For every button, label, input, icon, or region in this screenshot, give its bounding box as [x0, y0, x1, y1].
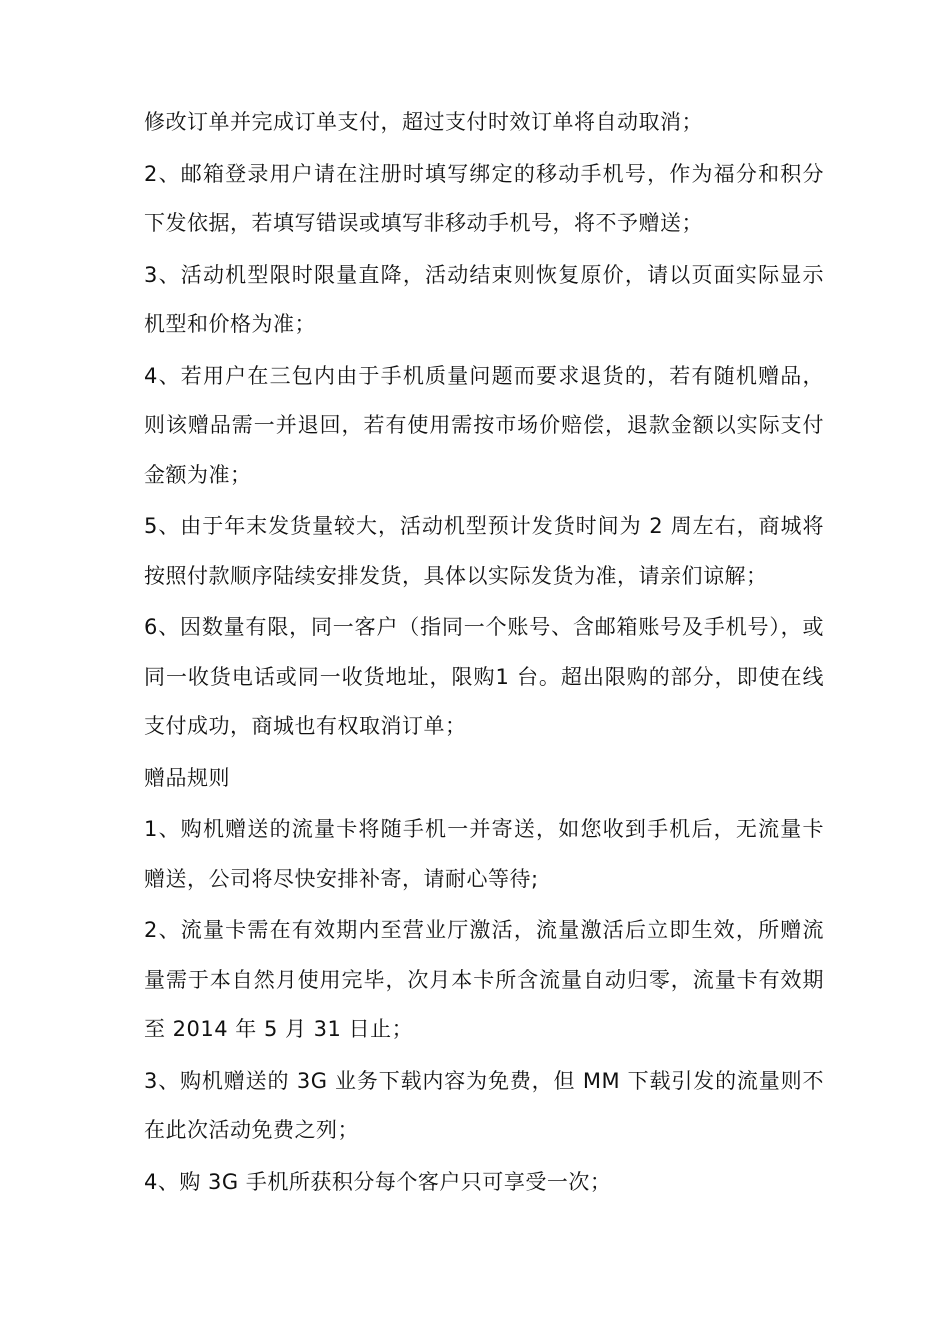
paragraph-rule-5: 5、由于年末发货量较大，活动机型预计发货时间为 2 周左右，商城将按照付款顺序陆续安排发货，具体以实际发货为准，请亲们谅解； [144, 514, 824, 588]
paragraph-order-payment: 修改订单并完成订单支付，超过支付时效订单将自动取消； [144, 110, 703, 134]
section-title-gift-rules: 赠品规则 [144, 765, 230, 790]
paragraph-rule-3: 3、活动机型限时限量直降，活动结束则恢复原价，请以页面实际显示机型和价格为准； [144, 262, 824, 336]
document-body [144, 98, 824, 1209]
paragraph-gift-rule-2: 2、流量卡需在有效期内至营业厅激活，流量激活后立即生效，所赠流量需于本自然月使用完毕，次月本卡所含流量自动归零，流量卡有效期至 2014 年 5 月 31 日止； [144, 918, 824, 1041]
paragraph-rule-6: 6、因数量有限，同一客户（指同一个账号、含邮箱账号及手机号），或同一收货电话或同一收货地址，限购1 台。超出限购的部分，即使在线支付成功，商城也有权取消订单； [144, 615, 824, 738]
paragraph-gift-rule-1: 1、购机赠送的流量卡将随手机一并寄送，如您收到手机后，无流量卡赠送，公司将尽快安排补寄，请耐心等待; [144, 817, 824, 891]
paragraph-rule-2: 2、邮箱登录用户请在注册时填写绑定的移动手机号，作为福分和积分下发依据，若填写错误或填写非移动手机号，将不予赠送； [144, 161, 824, 235]
paragraph-rule-4: 4、若用户在三包内由于手机质量问题而要求退货的，若有随机赠品，则该赠品需一并退回，若有使用需按市场价赔偿，退款金额以实际支付金额为准； [144, 363, 824, 487]
paragraph-gift-rule-4: 4、购 3G 手机所获积分每个客户只可享受一次； [144, 1169, 612, 1194]
paragraph-gift-rule-3: 3、购机赠送的 3G 业务下载内容为免费，但 MM 下载引发的流量则不在此次活动免费之列； [144, 1068, 824, 1142]
